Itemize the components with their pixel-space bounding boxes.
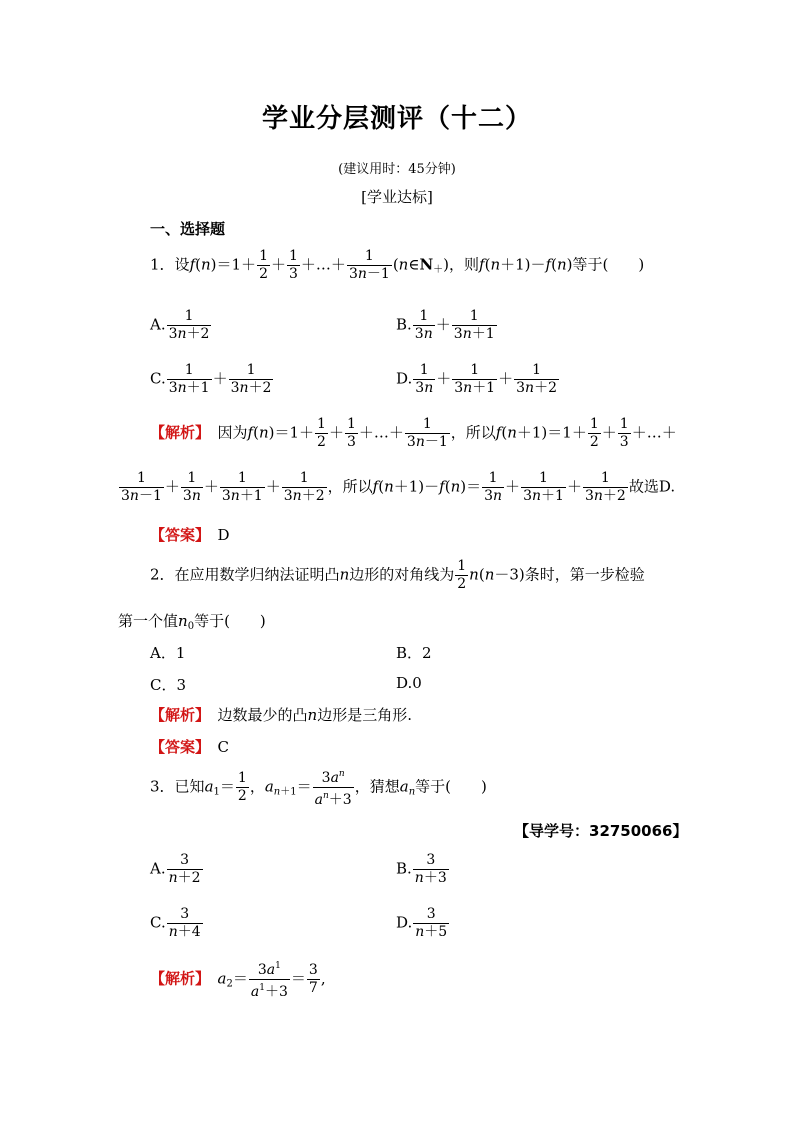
question-2-option-a[interactable]: A．1 <box>150 644 186 662</box>
question-1-analysis-line-1: 【解析】 因为f(n)＝1＋ $\frac{1}{2}$ ＋ $\frac{1}{3}$ ＋…＋ $\frac{1}{3n-1}$ ，所以f(n＋1)＝1＋ $\frac{1}{2}$ ＋ $\frac{1}{3}$ ＋…＋ <box>150 416 677 450</box>
question-3-analysis: 【解析】 $a_2=$ $\frac{3a^1}{a^1+3}$ ＝ $\frac{3}{7}$ , <box>150 958 326 1001</box>
analysis-label: 【解析】 <box>150 706 203 724</box>
question-3-option-d[interactable]: D. $\frac{3}{n+5}$ <box>396 906 448 940</box>
question-2-option-d[interactable]: D.0 <box>396 674 422 692</box>
question-1-option-a[interactable]: A. $\frac{1}{3n+2}$ <box>150 308 210 342</box>
analysis-label: 【解析】 <box>150 969 203 988</box>
section-tag: [学业达标] <box>361 188 433 206</box>
question-2-option-b[interactable]: B．2 <box>396 644 432 662</box>
question-2-option-c[interactable]: C．3 <box>150 676 187 694</box>
question-2-answer <box>150 736 229 757</box>
question-2-answer-value: C <box>217 738 230 756</box>
question-1-option-d[interactable]: D. $\frac{1}{3n}$ ＋ $\frac{1}{3n+1}$ ＋ $\frac{1}{3n+2}$ <box>396 362 557 396</box>
question-3-number: 3． <box>150 777 175 796</box>
page-title: 学业分层测评（十二） <box>261 104 532 134</box>
time-hint: (建议用时：45分钟) <box>338 162 456 177</box>
answer-label: 【答案】 <box>150 738 203 756</box>
question-2-number: 2． <box>150 565 175 584</box>
question-2-prompt-line-1: 2．在应用数学归纳法证明凸n边形的对角线为 $\frac{1}{2}$ n(n－3)条时，第一步检验 <box>150 558 645 592</box>
question-1-option-c[interactable]: C. $\frac{1}{3n+1}$ ＋ $\frac{1}{3n+2}$ <box>150 362 272 396</box>
question-3-option-c[interactable]: C. $\frac{3}{n+4}$ <box>150 906 201 940</box>
question-3-option-a[interactable]: A. $\frac{3}{n+2}$ <box>150 852 201 886</box>
question-1-option-b[interactable]: B. $\frac{1}{3n}$ ＋ $\frac{1}{3n+1}$ <box>396 308 495 342</box>
question-1-answer <box>150 524 230 545</box>
answer-label: 【答案】 <box>150 526 203 544</box>
question-3-option-b[interactable]: B. $\frac{3}{n+3}$ <box>396 852 447 886</box>
question-3-prompt: 3．已知$a_1=$ $\frac{1}{2}$ ，$a_{n+1}=$ $\frac{3a^n}{a^n+3}$ ，猜想$a_n$等于( ) <box>150 766 487 809</box>
section-heading: 一、选择题 <box>150 220 226 238</box>
question-1-number: 1． <box>150 255 175 274</box>
question-2-prompt-line-2: 第一个值$n_0$等于( ) <box>118 612 266 632</box>
question-1-analysis-line-2: $\frac{1}{3n-1}$ ＋ $\frac{1}{3n}$ ＋ $\frac{1}{3n+1}$ ＋ $\frac{1}{3n+2}$ ，所以f(n＋1)－f(n)＝ $\frac{1}{3n}$ ＋ $\frac{1}{3n+1}$ ＋ $\frac{1}{3n+2}$ 故选D. <box>121 470 676 504</box>
question-2-analysis: 【解析】 边数最少的凸n边形是三角形. <box>150 706 412 724</box>
question-1-prompt: 1．设f(n)＝1＋ $\frac{1}{2}$ ＋ $\frac{1}{3}$ ＋…＋ $\frac{1}{3n-1}$ $(n\in N_+)$，则f(n＋1)－f(n)等于( ) <box>150 248 645 282</box>
question-1-answer-value: D <box>217 526 230 544</box>
guide-number: 【导学号：32750066】 <box>514 822 688 840</box>
analysis-label: 【解析】 <box>150 423 203 442</box>
